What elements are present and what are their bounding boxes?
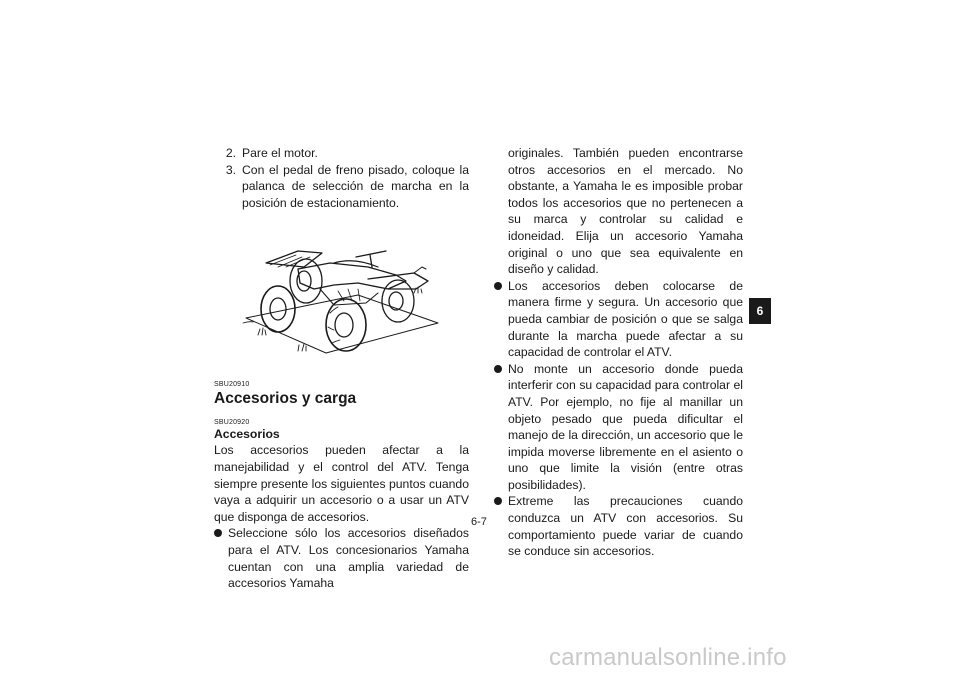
subsection-title: Accesorios [214,427,280,442]
bullet-4-text: Extreme las precauciones cuando conduzca un ATV con accesorios. Su comportamiento puede variar de cuando se conduce sin accesorios. [508,494,743,559]
bullet-dot-icon [494,282,502,290]
chapter-tab: 6 [749,298,771,324]
bullet-item-3 [494,361,743,494]
bullet-2-text: Los accesorios deben colocarse de manera firme y segura. Un accesorio que pueda cambiar de posición o que se salga durante la marcha puede afectar a su capacidad de controlar el ATV. [508,278,743,360]
watermark: carmanualsonline.info [549,644,787,671]
step-3-number: 3. [225,162,236,177]
bullet-1-continuation: originales. También pueden encontrarse otros accesorios en el mercado. No obstante, a Yamaha le es imposible probar todos los accesorios que no pertenecen a su marca y controlar su calidad e idoneidad. Elija un accesorio Yamaha original o uno que sea equivalente en diseño y calidad. [508,146,743,277]
bullet-item-4 [494,493,743,559]
bullet-dot-icon [494,365,502,373]
section-title: Accesorios y carga [214,390,357,408]
step-3-text: Con el pedal de freno pisado, coloque la palanca de selección de marcha en la posición de estacionamiento. [242,162,469,210]
bullet-1-text: Seleccione sólo los accesorios diseñados para el ATV. Los concesionarios Yamaha cuentan con una amplia variedad de accesorios Yamaha [228,526,469,591]
bullet-dot-icon [494,497,502,505]
step-2-number: 2. [225,146,236,160]
bullet-item-2 [494,278,743,361]
bullet-dot-icon [214,529,222,537]
page-number: 6-7 [471,516,487,528]
left-column [214,145,469,592]
section-code: SBU20910 [214,381,250,389]
intro-paragraph: Los accesorios pueden afectar a la manejabilidad y el control del ATV. Tenga siempre presente los siguientes puntos cuando vaya a adquirir un accesorio o a usar un ATV que disponga de accesorios. [214,443,469,524]
step-2 [214,145,469,162]
atv-parked-illustration [238,223,448,363]
step-3 [214,162,469,212]
bullet-3-text: No monte un accesorio donde pueda interferir con su capacidad para controlar el ATV. Por ejemplo, no fije al manillar un objeto pesado que pueda dificultar el manejo de la dirección, un accesorio que le impida moverse libremente en el asiento o uno que limite la visión (entre otras posibilidades). [508,361,743,492]
bullet-item-1 [214,525,469,591]
step-2-text: Pare el motor. [242,146,318,160]
subsection-code: SBU20920 [214,419,250,427]
right-column [494,145,743,560]
